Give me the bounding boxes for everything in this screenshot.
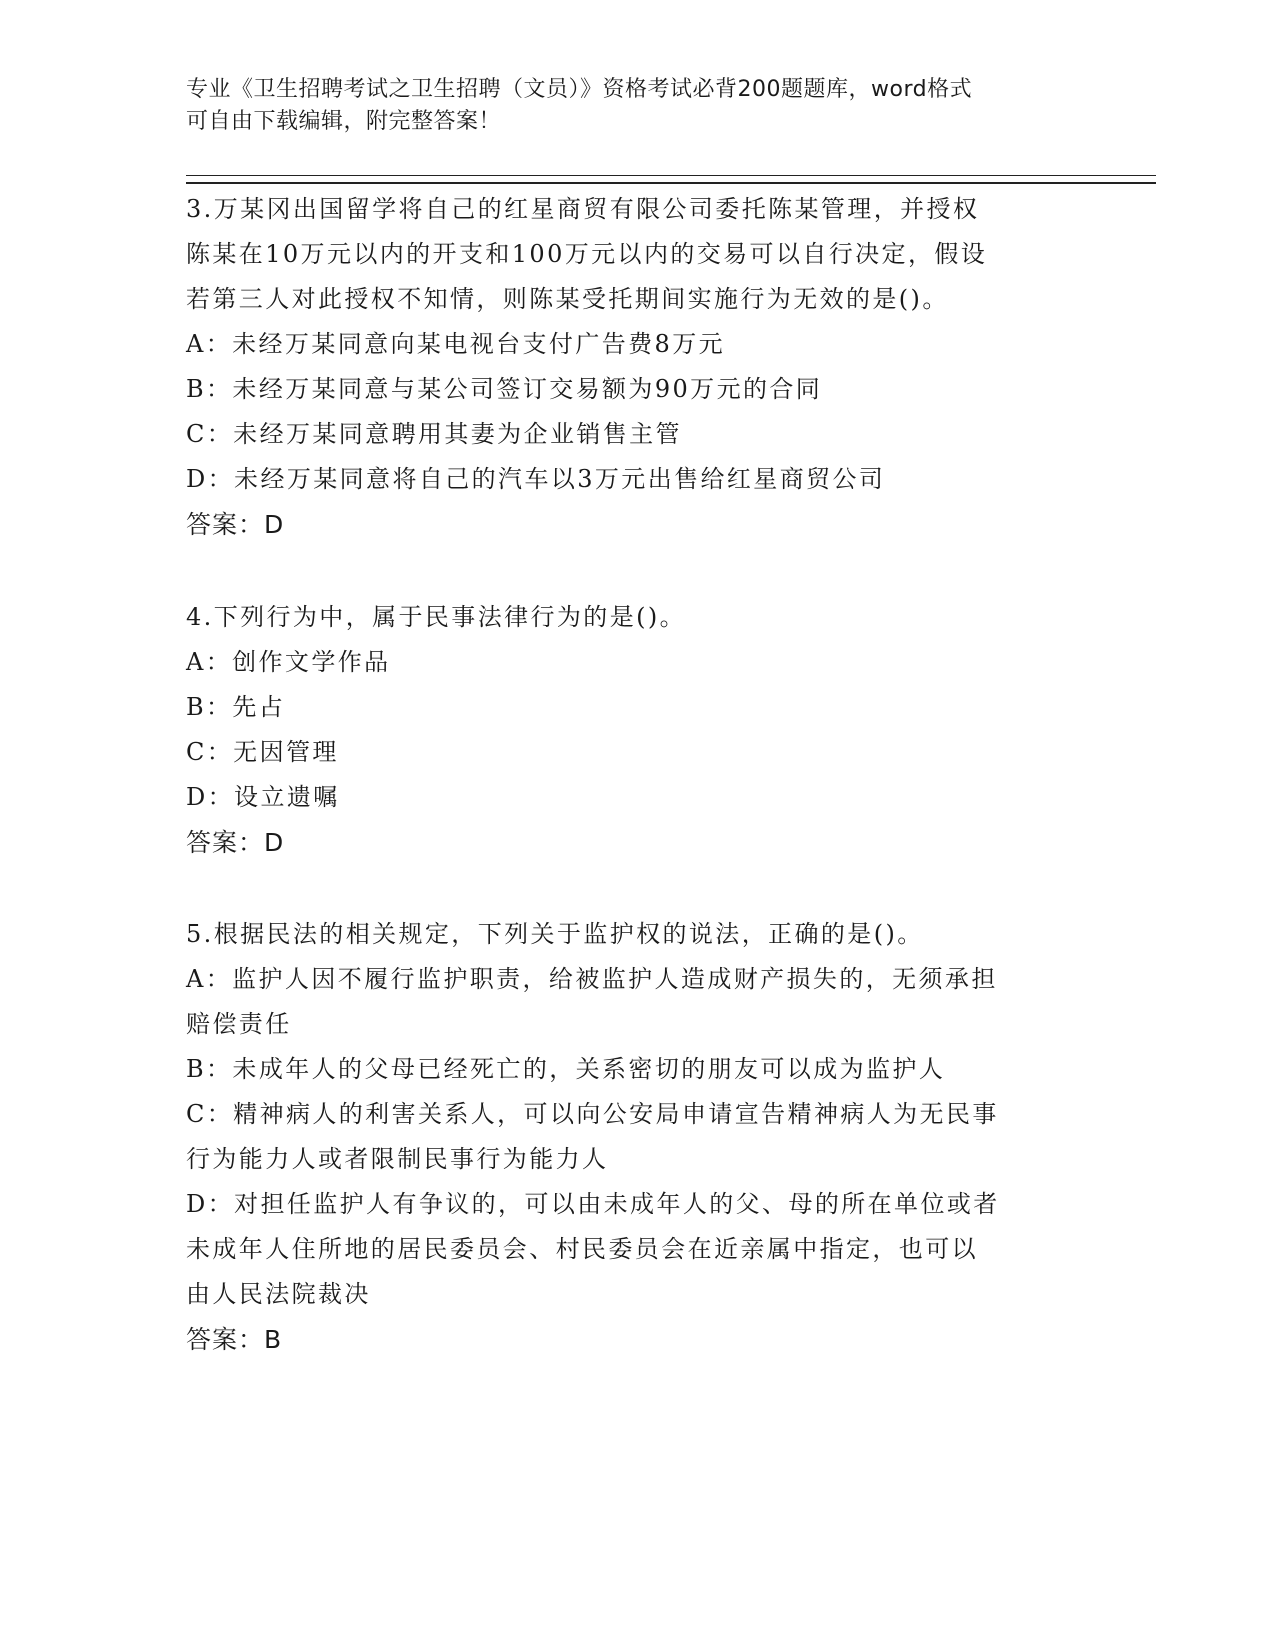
option-line: B：先占: [186, 693, 286, 721]
option-c: [186, 730, 1066, 775]
option-a: [186, 640, 1066, 685]
header-divider: [186, 175, 1156, 176]
question-block: [186, 912, 1066, 1362]
question-stem: [186, 595, 1066, 640]
question-block: [186, 187, 1066, 547]
stem-line: 若第三人对此授权不知情，则陈某受托期间实施行为无效的是()。: [186, 285, 949, 313]
question-stem: [186, 187, 1066, 322]
option-c: [186, 1092, 1066, 1182]
header-line: 可自由下载编辑，附完整答案！: [186, 109, 502, 134]
option-line: A：创作文学作品: [186, 648, 391, 676]
stem-line: 5.根据民法的相关规定，下列关于监护权的说法，正确的是()。: [186, 920, 924, 948]
header-line: 专业《卫生招聘考试之卫生招聘（文员）》资格考试必背200题题库，word格式: [186, 77, 973, 102]
option-c: [186, 412, 1066, 457]
header-divider-thick: [186, 182, 1156, 184]
option-d: [186, 1182, 1066, 1317]
option-line: D：设立遗嘱: [186, 783, 340, 811]
option-line: B：未经万某同意与某公司签订交易额为90万元的合同: [186, 375, 823, 403]
option-line: C：未经万某同意聘用其妻为企业销售主管: [186, 420, 682, 448]
option-line: 未成年人住所地的居民委员会、村民委员会在近亲属中指定，也可以: [186, 1235, 978, 1263]
question-stem: [186, 912, 1066, 957]
answer-label: 答案：D: [186, 828, 285, 857]
option-line: C：精神病人的利害关系人，可以向公安局申请宣告精神病人为无民事: [186, 1100, 999, 1128]
option-b: [186, 685, 1066, 730]
option-b: [186, 1047, 1066, 1092]
option-d: [186, 457, 1066, 502]
option-line: 行为能力人或者限制民事行为能力人: [186, 1145, 609, 1173]
option-line: A：未经万某同意向某电视台支付广告费8万元: [186, 330, 725, 358]
option-line: 由人民法院裁决: [186, 1280, 371, 1308]
option-a: [186, 322, 1066, 367]
option-line: A：监护人因不履行监护职责，给被监护人造成财产损失的，无须承担: [186, 965, 998, 993]
stem-line: 3.万某冈出国留学将自己的红星商贸有限公司委托陈某管理，并授权: [186, 195, 980, 223]
option-line: B：未成年人的父母已经死亡的，关系密切的朋友可以成为监护人: [186, 1055, 946, 1083]
option-d: [186, 775, 1066, 820]
stem-line: 陈某在10万元以内的开支和100万元以内的交易可以自行决定，假设: [186, 240, 988, 268]
option-line: D：未经万某同意将自己的汽车以3万元出售给红星商贸公司: [186, 465, 886, 493]
stem-line: 4.下列行为中，属于民事法律行为的是()。: [186, 603, 687, 631]
document-header: [186, 74, 1066, 138]
option-a: [186, 957, 1066, 1047]
option-line: D：对担任监护人有争议的，可以由未成年人的父、母的所在单位或者: [186, 1190, 1000, 1218]
option-line: C：无因管理: [186, 738, 339, 766]
option-b: [186, 367, 1066, 412]
answer-label: 答案：B: [186, 1325, 283, 1354]
option-line: 赔偿责任: [186, 1010, 292, 1038]
answer-label: 答案：D: [186, 510, 285, 539]
question-block: [186, 595, 1066, 865]
